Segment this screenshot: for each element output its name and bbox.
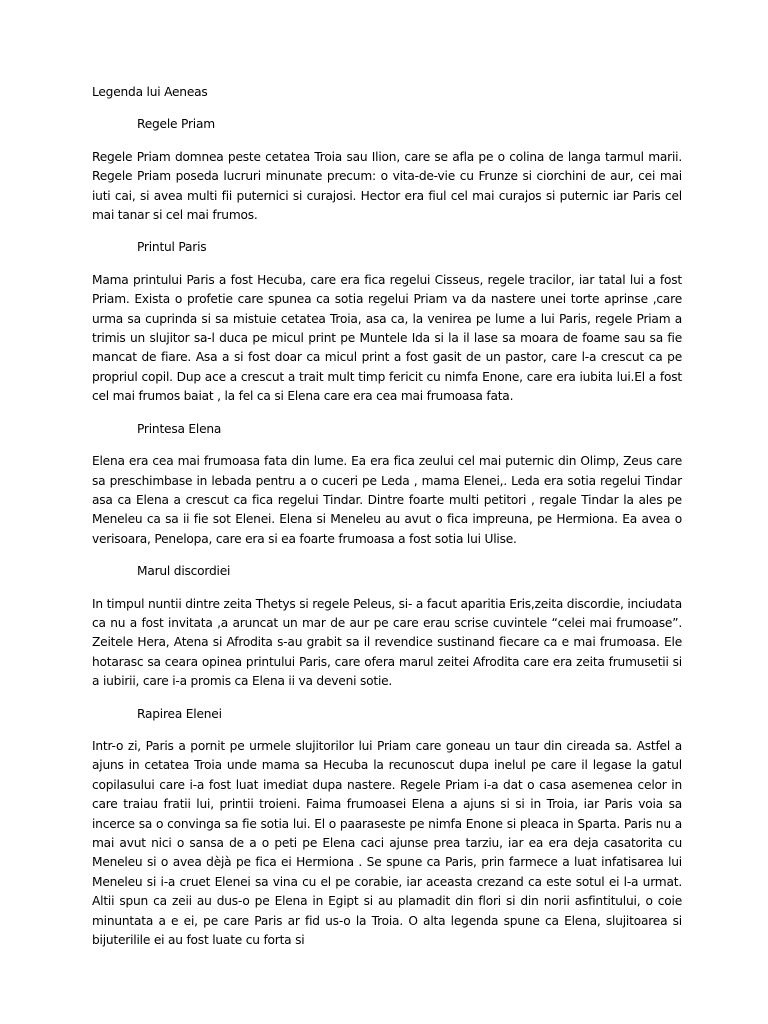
section-heading: Rapirea Elenei: [137, 706, 222, 721]
section-heading: Marul discordiei: [137, 564, 231, 579]
section-paragraph: Elena era cea mai frumoasa fata din lume. Ea era fica zeului cel mai puternic din Olimp, Zeus care sa preschimbase in lebada pentru a o cuceri pe Leda , mama Elenei,. Leda era sotia regelui Tindar asa ca Elena a crescut ca fica regelui Tindar. Dintre foarte multi petitori , regale Tindar la ales pe Meneleu ca sa ii fie sot Elenei. Elena si Meneleu au avut o fica impreuna, pe Hermiona. Ea avea o verisoara, Penelopa, care era si ea foarte frumoasa a fost sotia lui Ulise.: [92, 454, 682, 546]
section-paragraph: Mama printului Paris a fost Hecuba, care era fica regelui Cisseus, regele tracilor, iar tatal lui a fost Priam. Exista o profetie care spunea ca sotia regelui Priam va da nastere unei torte aprinse ,care urma sa cuprinda si sa mistuie cetatea Troia, asa ca, la venirea pe lume a lui Paris, regele Priam a trimis un slujitor sa-l duca pe micul print pe Muntele Ida si la il lase sa moara de foame sau sa fie mancat de fiare. Asa a si fost doar ca micul print a fost gasit de un pastor, care l-a crescut ca pe propriul copil. Dup ace a crescut a trait mult timp fericit cu nimfa Enone, care era iubita lui.El a fost cel mai frumos baiat , la fel ca si Elena care era cea mai frumoasa fata.: [92, 272, 682, 404]
section-heading: Printesa Elena: [137, 421, 222, 436]
section-heading: Regele Priam: [137, 117, 215, 132]
document-title: Legenda lui Aeneas: [92, 85, 208, 99]
section-paragraph: In timpul nuntii dintre zeita Thetys si regele Peleus, si- a facut aparitia Eris,zeita discordie, inciudata ca nu a fost invitata ,a aruncat un mar de aur pe care erau scrise cuvintele “celei mai frumoase”. Zeitele Hera, Atena si Afrodita s-au grabit sa il revendice sustinand fiecare ca e mai frumoasa. Ele hotarasc sa ceara opinea printului Paris, care ofera marul zeitei Afrodita care era zeita frumusetii si a iubirii, care i-a promis ca Elena ii va deveni sotie.: [92, 596, 682, 689]
section-paragraph: Intr-o zi, Paris a pornit pe urmele slujitorilor lui Priam care goneau un taur din cireada sa. Astfel a ajuns in cetatea Troia unde mama sa Hecuba la recunoscut dupa inelul pe care il legase la gatul copilasului care i-a fost luat imediat dupa nastere. Regele Priam i-a dat o casa asemenea celor in care traiau fratii lui, printii troieni. Faima frumoasei Elena a ajuns si si in Troia, iar Paris voia sa incerce sa o convinga sa fie sotia lui. El o paaraseste pe nimfa Enone si pleaca in Sparta. Paris nu a mai avut nici o sansa de a o peti pe Elena caci ajunse prea tarziu, iar ea era deja casatorita cu Meneleu si o avea dèjà pe fica ei Hermiona . Se spune ca Paris, prin farmece a luat infatisarea lui Meneleu si i-a cruet Elenei sa vina cu el pe corabie, iar aceasta crezand ca este sotul ei l-a urmat. Altii spun ca zeii au dus-o pe Elena in Egipt si au plamadit din flori si din norii asfintitului, o coie minuntata a e ei, pe care Paris ar fid us-o la Troia. O alta legenda spune ca Elena, slujitoarea si bijuterilile ei au fost luate cu forta si: [92, 738, 682, 948]
document-page: [92, 83, 682, 963]
section-heading: Printul Paris: [137, 240, 207, 255]
section-paragraph: Regele Priam domnea peste cetatea Troia sau Ilion, care se afla pe o colina de langa tarmul marii. Regele Priam poseda lucruri minunate precum: o vita-de-vie cu Frunze si ciorchini de aur, cei mai iuti cai, si avea multi fii puternici si curajosi. Hector era fiul cel mai curajos si puternic iar Paris cel mai tanar si cel mai frumos.: [92, 149, 682, 223]
